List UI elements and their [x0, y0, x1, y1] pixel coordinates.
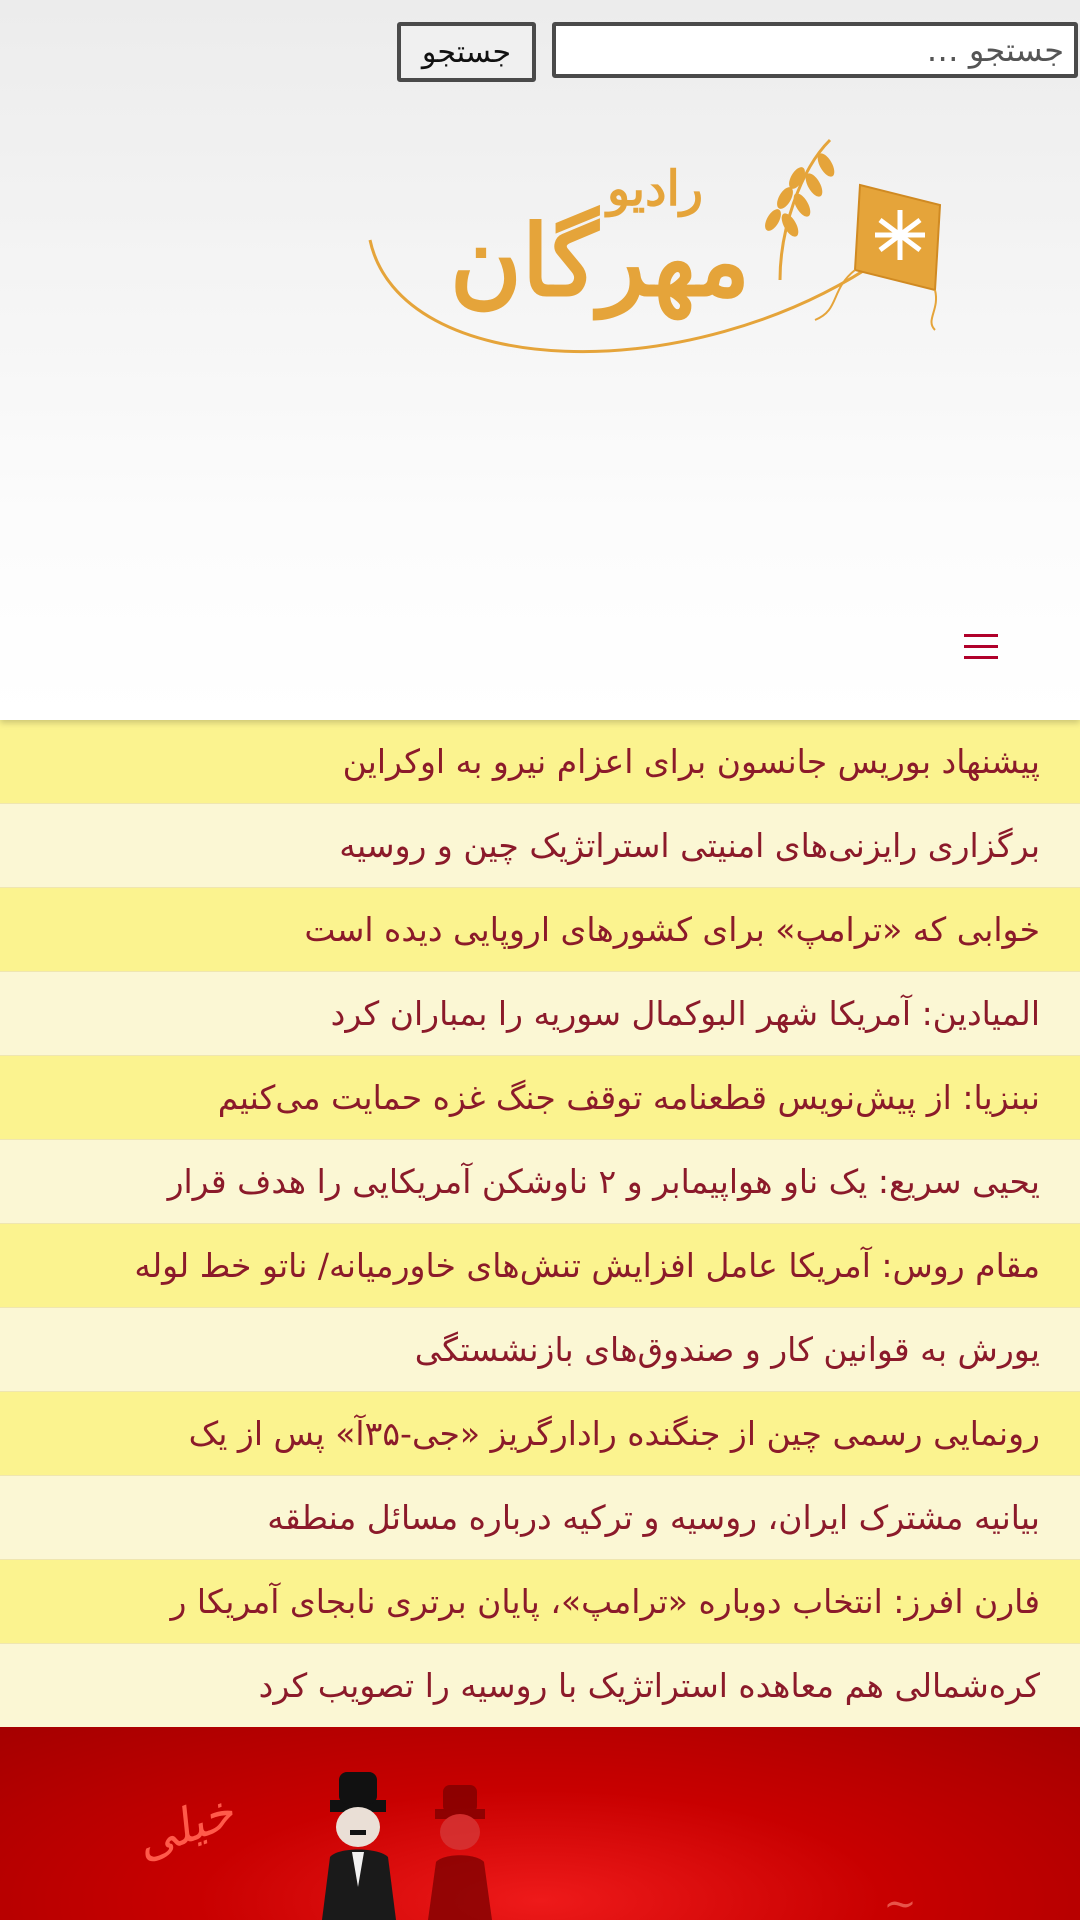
news-item[interactable]: مقام روس: آمریکا عامل افزایش تنش‌های خاورمیانه/ ناتو خط لوله [0, 1224, 1080, 1308]
news-item[interactable]: فارن افرز: انتخاب دوباره «ترامپ»، پایان برتری نابجای آمریکا ر [0, 1560, 1080, 1644]
news-ticker-list [0, 720, 1080, 1728]
search-button[interactable]: جستجو [397, 22, 536, 82]
news-item[interactable]: کره‌شمالی هم معاهده استراتژیک با روسیه را تصویب کرد [0, 1644, 1080, 1728]
news-item[interactable]: خوابی که «ترامپ» برای کشورهای اروپایی دیده است [0, 888, 1080, 972]
chaplin-silhouette-icon [428, 1785, 492, 1920]
logo-main-text: مهرگان [449, 204, 751, 319]
news-item[interactable]: پیشنهاد بوریس جانسون برای اعزام نیرو به اوکراین [0, 720, 1080, 804]
chaplin-figure-icon [322, 1772, 396, 1920]
news-item[interactable]: یورش به قوانین کار و صندوق‌های بازنشستگی [0, 1308, 1080, 1392]
radio-mehregan-logo[interactable] [360, 130, 960, 400]
logo-top-text: رادیو [606, 161, 704, 217]
hamburger-menu-icon[interactable] [962, 630, 1002, 664]
banner-faded-text: ~ [883, 1881, 917, 1920]
news-item[interactable]: نبنزیا: از پیش‌نویس قطعنامه توقف جنگ غزه حمایت می‌کنیم [0, 1056, 1080, 1140]
news-item[interactable]: برگزاری رایزنی‌های امنیتی استراتژیک چین و روسیه [0, 804, 1080, 888]
news-item[interactable]: بیانیه مشترک ایران، روسیه و ترکیه درباره مسائل منطقه [0, 1476, 1080, 1560]
news-item[interactable]: یحیی سریع: یک ناو هواپیمابر و ۲ ناوشکن آمریکایی را هدف قرار [0, 1140, 1080, 1224]
wheat-icon [762, 151, 838, 240]
news-item[interactable]: المیادین: آمریکا شهر البوکمال سوریه را بمباران کرد [0, 972, 1080, 1056]
news-item[interactable]: رونمایی رسمی چین از جنگنده رادارگریز «جی-۳۵آ» پس از یک [0, 1392, 1080, 1476]
banner-artwork [0, 1727, 1080, 1920]
site-header [0, 0, 1080, 720]
search-input[interactable] [552, 22, 1078, 78]
kite-icon [815, 185, 940, 330]
promo-banner[interactable] [0, 1727, 1080, 1920]
banner-text: خیلی [127, 1783, 242, 1871]
